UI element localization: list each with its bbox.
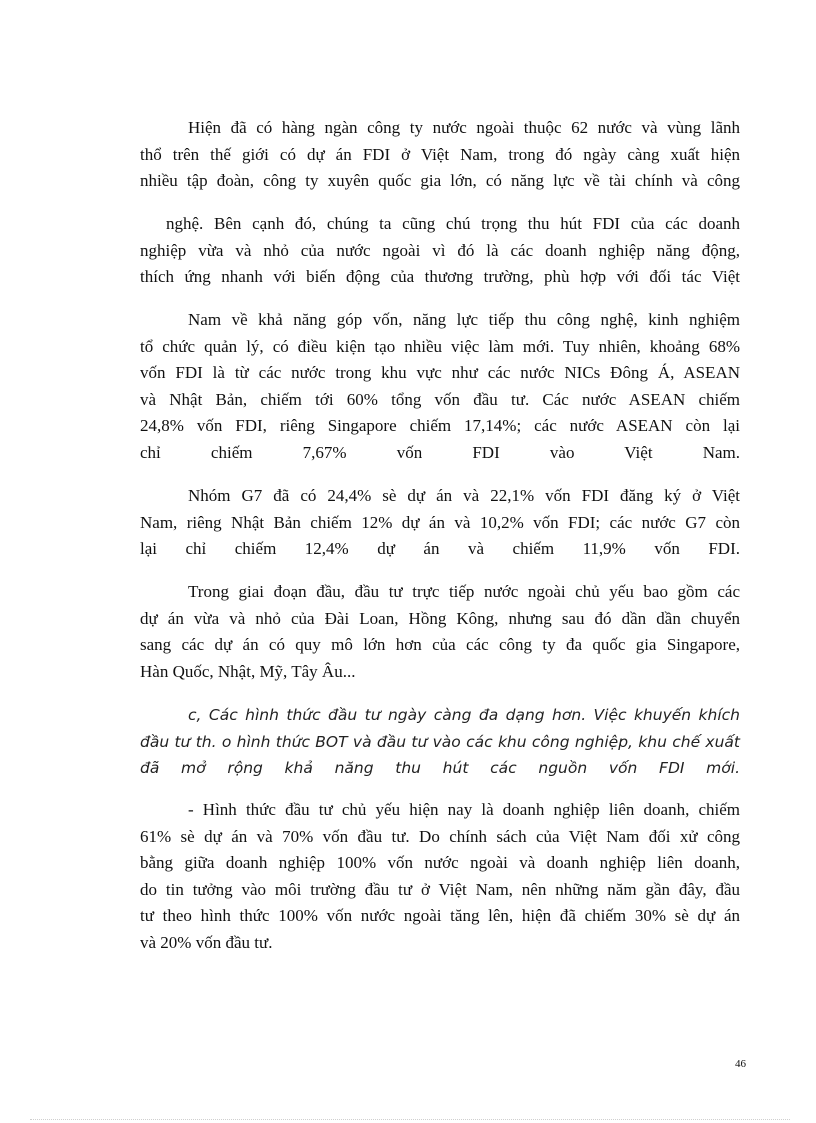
text-line: 61% sè dự án và 70% vốn đầu tư. Do chính sách của Việt Nam đối xử công	[140, 826, 740, 846]
paragraph-investment-forms-heading	[140, 702, 740, 782]
text-line: c, Các hình thức đầu tư ngày càng đa dạng hơn. Việc khuyến khích	[188, 706, 740, 724]
text-line: 24,8% vốn FDI, riêng Singapore chiếm 17,14%; các nước ASEAN còn lại	[140, 416, 740, 435]
text-line: tư theo hình thức 100% vốn nước ngoài tăng lên, hiện đã chiếm 30% sè dự án	[140, 906, 740, 925]
text-line: đã mở rộng khả năng thu hút các nguồn vốn FDI mới.	[140, 759, 740, 777]
text-line: thổ trên thế giới có dự án FDI ở Việt Nam, trong đó ngày càng xuất hiện	[140, 144, 740, 164]
paragraph-foreign-companies	[140, 115, 740, 195]
text-line: Hàn Quốc, Nhật, Mỹ, Tây Âu...	[140, 661, 356, 681]
text-line: sang các dự án có quy mô lớn hơn của các công ty đa quốc gia Singapore,	[140, 635, 740, 654]
page-number: 46	[735, 1058, 746, 1070]
paragraph-g7-investment	[140, 483, 740, 563]
text-line: nhiều tập đoàn, công ty xuyên quốc gia lớn, có năng lực về tài chính và công	[140, 171, 740, 190]
text-line: thích ứng nhanh với biến động của thương trường, phù hợp với đối tác Việt	[140, 267, 740, 286]
text-line: Nhóm G7 đã có 24,4% sè dự án và 22,1% vốn FDI đăng ký ở Việt	[188, 486, 740, 505]
text-line: Trong giai đoạn đầu, đầu tư trực tiếp nước ngoài chủ yếu bao gồm các	[188, 582, 740, 601]
text-line: do tin tưởng vào môi trường đầu tư ở Việt Nam, nên những năm gần đây, đầu	[140, 879, 740, 899]
text-line: đầu tư th. o hình thức BOT và đầu tư vào các khu công nghiệp, khu chế xuất	[140, 732, 740, 751]
paragraph-regional-investment	[140, 307, 740, 466]
text-line: Nam, riêng Nhật Bản chiếm 12% dự án và 10,2% vốn FDI; các nước G7 còn	[140, 512, 740, 532]
text-line: và Nhật Bản, chiếm tới 60% tổng vốn đầu tư. Các nước ASEAN chiếm	[140, 389, 740, 409]
text-line: và 20% vốn đầu tư.	[140, 932, 273, 952]
page-border-dots	[30, 1119, 790, 1120]
paragraph-initial-stage	[140, 579, 740, 685]
text-line: nghệ. Bên cạnh đó, chúng ta cũng chú trọng thu hút FDI của các doanh	[166, 214, 740, 233]
text-line: bằng giữa doanh nghiệp 100% vốn nước ngoài và doanh nghiệp liên doanh,	[140, 853, 740, 872]
text-line: nghiệp vừa và nhỏ của nước ngoài vì đó là các doanh nghiệp năng động,	[140, 240, 740, 260]
text-line: Hiện đã có hàng ngàn công ty nước ngoài thuộc 62 nước và vùng lãnh	[188, 118, 740, 137]
text-line: vốn FDI là từ các nước trong khu vực như các nước NICs Đông Á, ASEAN	[140, 363, 740, 382]
paragraph-small-medium-enterprises	[140, 211, 740, 291]
text-line: chỉ chiếm 7,67% vốn FDI vào Việt Nam.	[140, 442, 740, 462]
paragraph-joint-venture	[140, 797, 740, 956]
text-line: tổ chức quản lý, có điều kiện tạo nhiều việc làm mới. Tuy nhiên, khoảng 68%	[140, 336, 740, 356]
text-line: Nam về khả năng góp vốn, năng lực tiếp thu công nghệ, kinh nghiệm	[188, 310, 740, 329]
text-line: lại chỉ chiếm 12,4% dự án và chiếm 11,9% vốn FDI.	[140, 539, 740, 558]
text-line: dự án vừa và nhỏ của Đài Loan, Hồng Kông, nhưng sau đó dần dần chuyển	[140, 608, 740, 628]
text-line: - Hình thức đầu tư chủ yếu hiện nay là doanh nghiệp liên doanh, chiếm	[188, 800, 740, 819]
